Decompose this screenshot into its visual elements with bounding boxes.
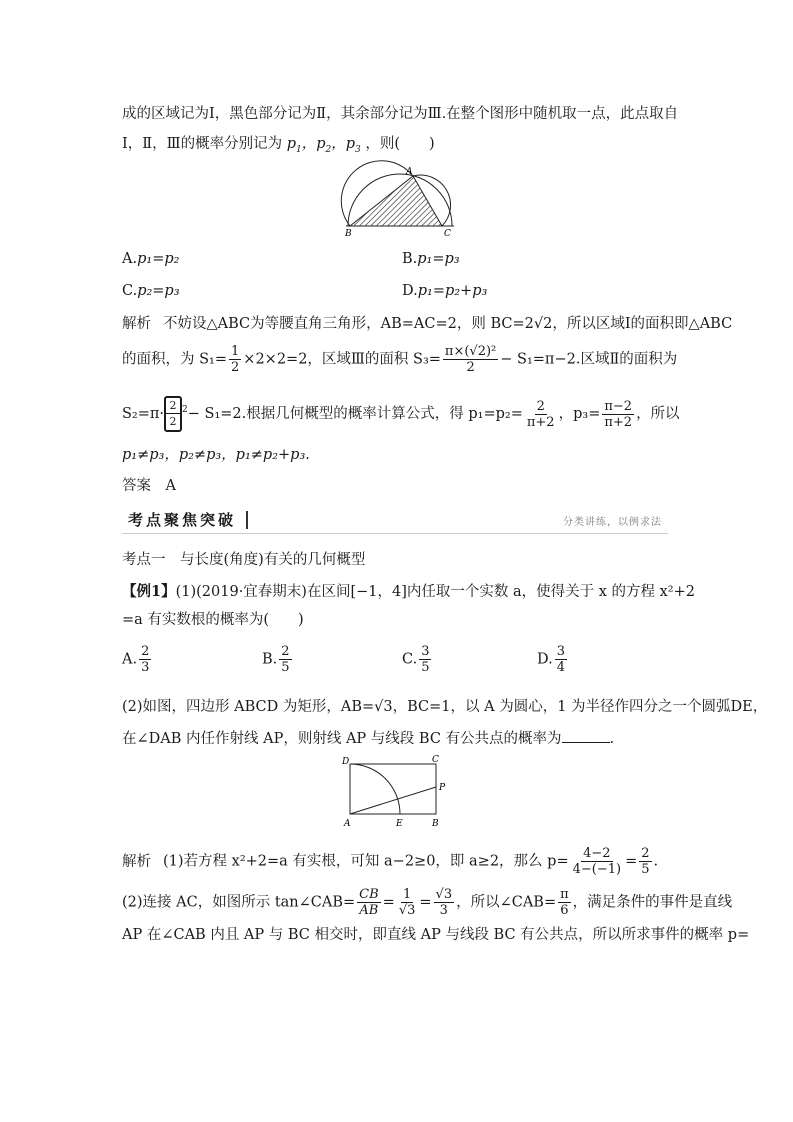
ex-option-a[interactable]: A. $\frac{2}{3}$ — [122, 644, 150, 675]
intro-line-2 — [122, 134, 435, 154]
fig2-label-e: E — [396, 819, 403, 829]
fig2-label-a: A — [344, 819, 351, 829]
section-divider — [246, 511, 248, 529]
fig2-label-c: C — [432, 755, 439, 765]
fig1-label-a: A — [406, 167, 413, 177]
topic-heading: 考点一 与长度(角度)有关的几何概型 — [122, 552, 366, 568]
option-a[interactable]: A.p₁=p₂ — [122, 251, 180, 267]
option-c[interactable]: C.p₂=p₃ — [122, 283, 180, 299]
figure-triangle-semicircles — [340, 160, 460, 238]
solution-label: 解析 — [122, 316, 151, 332]
section-title: 考点聚焦突破 — [128, 511, 237, 529]
solution1-line-1: 解析 不妨设△ABC为等腰直角三角形，AB=AC=2，则 BC=2√2，所以区域Ⅰ的面积即△ABC — [122, 316, 733, 332]
fig2-label-b: B — [432, 819, 439, 829]
solution2-line-2: (2)连接 AC，如图所示 tan∠CAB= $\frac{CB}{AB}$ = $\frac{1}{√3}$ = $\frac{√3}{3}$ ，所以∠CAB= $\frac{\pi}{6}$ ，满足条件的事件是直线 — [122, 887, 733, 918]
ex-option-c[interactable]: C. $\frac{3}{5}$ — [402, 644, 430, 675]
answer-blank[interactable] — [562, 728, 610, 743]
example-tag: 【例1】 — [122, 583, 176, 600]
fig1-label-b: B — [345, 229, 352, 238]
option-b[interactable]: B.p₁=p₃ — [402, 251, 460, 267]
part2-line-1: (2)如图，四边形 ABCD 为矩形，AB=√3，BC=1，以 A 为圆心，1 为半径作四分之一个圆弧DE， — [122, 699, 768, 715]
example1-line-1: 【例1】(1)(2019·宜春期末)在区间[−1，4]内任取一个实数 a，使得关于 x 的方程 x²+2 — [122, 583, 695, 600]
ex-option-b[interactable]: B. $\frac{2}{5}$ — [262, 644, 290, 675]
section-underline — [122, 533, 668, 534]
bracket-fraction: $\frac{2}{2}$ — [164, 396, 182, 432]
option-d[interactable]: D.p₁=p₂+p₃ — [402, 283, 488, 299]
part2-line-2: 在∠DAB 内任作射线 AP，则射线 AP 与线段 BC 有公共点的概率为 . — [122, 728, 614, 749]
example1-line-2: =a 有实数根的概率为( ) — [122, 612, 304, 628]
fig2-label-d: D — [342, 757, 350, 767]
solution1-line-4: p₁≠p₃，p₂≠p₃，p₁≠p₂+p₃. — [122, 447, 310, 463]
answer1: 答案 A — [122, 478, 176, 494]
fig1-label-c: C — [444, 229, 451, 238]
prob-vars: $p_1$，$p_2$，$p_3$ — [286, 136, 361, 155]
intro-line-2-tail: ，则( ) — [365, 136, 435, 152]
solution1-line-3: S₂=π· $\frac{2}{2}$ $^2$− S₁=2.根据几何概型的概率计算公式，得 p₁=p₂= $\frac{2}{\pi+2}$ ，p₃= $\frac{\pi-2}{\pi+2}$ ，所以 — [122, 396, 680, 432]
figure-rectangle-arc — [340, 754, 460, 834]
solution2-line-3: AP 在∠CAB 内且 AP 与 BC 相交时，即直线 AP 与线段 BC 有公共点，所以所求事件的概率 p= — [122, 927, 750, 943]
intro-line-2-text: Ⅰ，Ⅱ，Ⅲ的概率分别记为 — [122, 136, 283, 152]
intro-line-1: 成的区域记为Ⅰ，黑色部分记为Ⅱ，其余部分记为Ⅲ.在整个图形中随机取一点，此点取自 — [122, 106, 679, 122]
section-header — [122, 505, 668, 535]
solution1-line-2: 的面积，为 S₁= $\frac{1}{2}$ ×2×2=2，区域Ⅲ的面积 S₃= $\frac{\text{π×(√2)²}}{2}$ − S₁=π−2.区域Ⅱ的面积为 — [122, 344, 678, 375]
section-subtitle: 分类讲练，以例求法 — [563, 517, 662, 528]
fig2-label-p: P — [439, 783, 446, 793]
ex-option-d[interactable]: D. $\frac{3}{4}$ — [537, 644, 565, 675]
solution2-line-1: 解析 (1)若方程 x²+2=a 有实根，可知 a−2≥0，即 a≥2，那么 p= $\frac{4-2}{4-(-1)}$ = $\frac{2}{5}$ . — [122, 846, 659, 877]
